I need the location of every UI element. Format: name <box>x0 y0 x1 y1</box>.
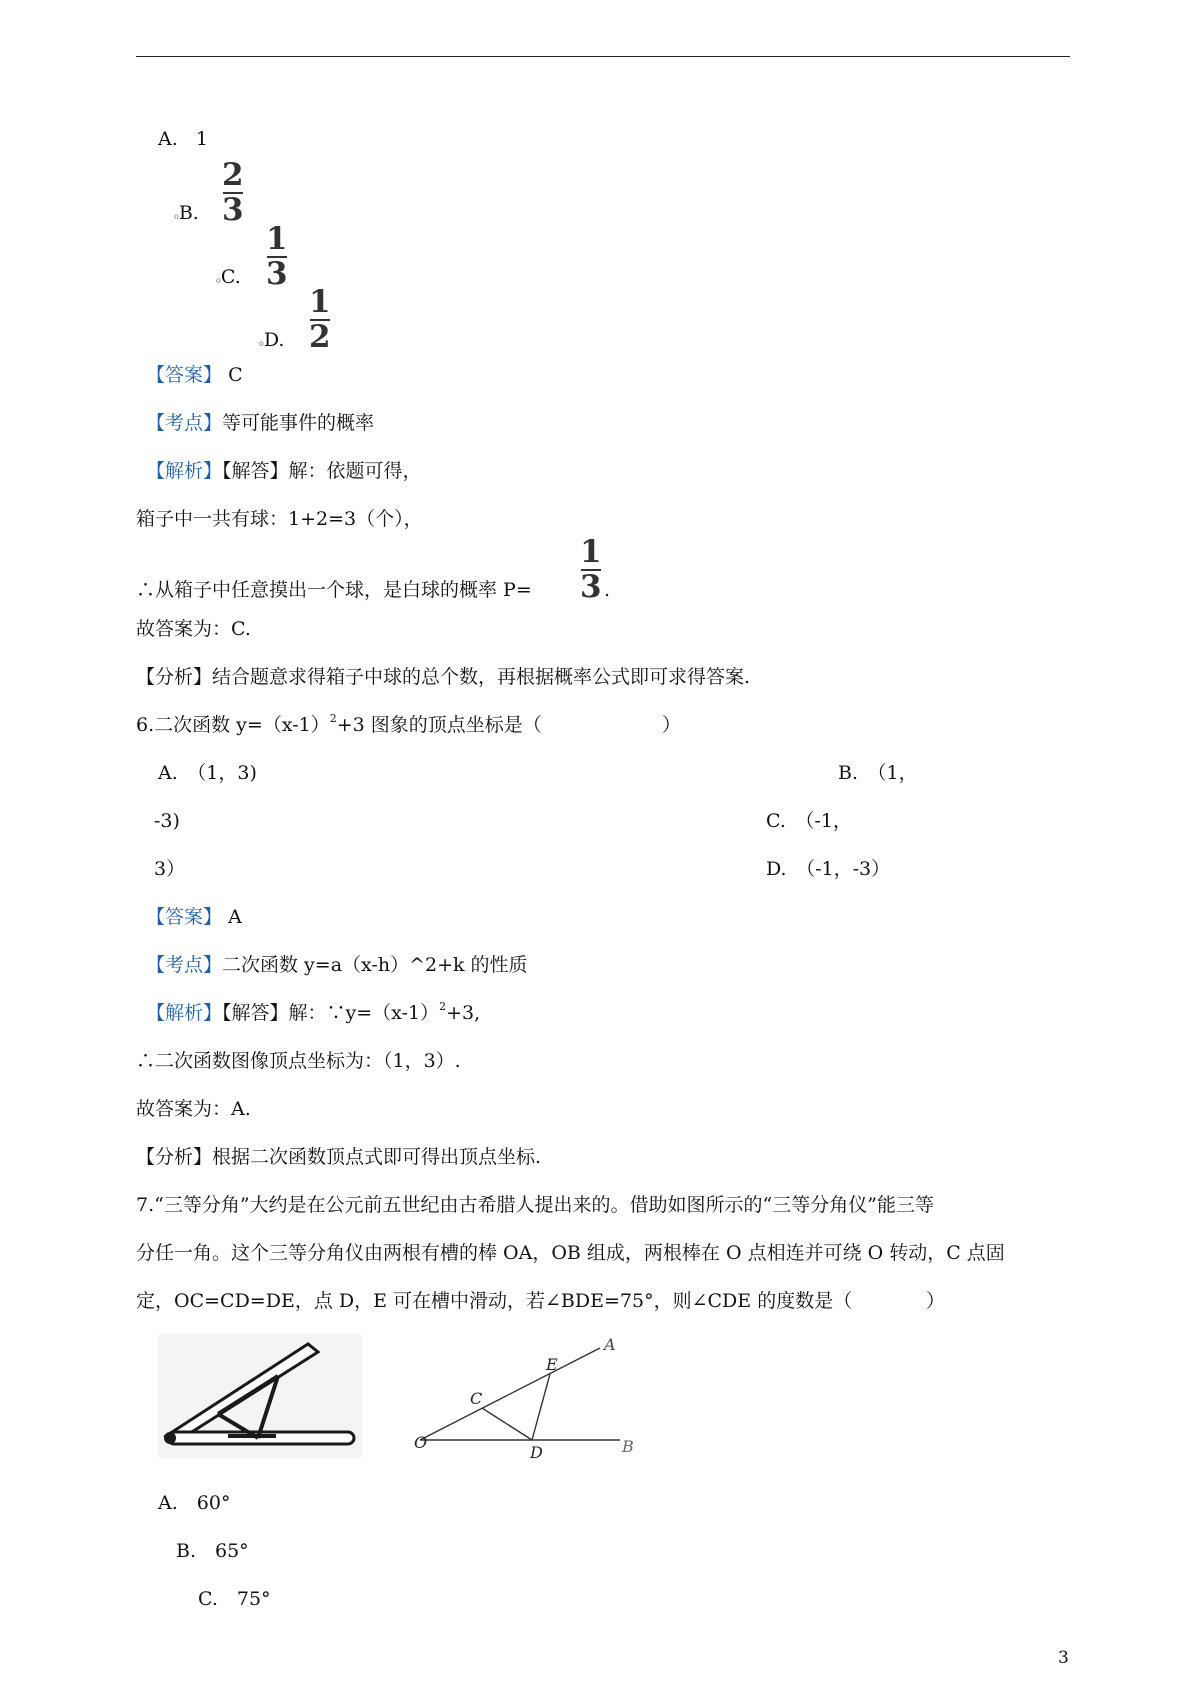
q7-line2: 分任一角。这个三等分角仪由两根有槽的棒 OA，OB 组成，两根棒在 O 点相连并可绕 O 转动，C 点固 <box>136 1242 1005 1264</box>
q5-answer: 【答案】 C <box>146 364 243 386</box>
q7-line3-close: ） <box>926 1290 946 1312</box>
q6-kaodian: 【考点】二次函数 y=a（x-h）^2+k 的性质 <box>146 954 528 976</box>
q5-fenxi: 【分析】结合题意求得箱子中球的总个数，再根据概率公式即可求得答案. <box>136 666 751 688</box>
q6-fenxi: 【分析】根据二次函数顶点式即可得出顶点坐标. <box>136 1146 542 1168</box>
q7-option-b: B. 65° <box>176 1540 249 1562</box>
q6-line1: ∴二次函数图像顶点坐标为：（1，3）. <box>136 1050 461 1072</box>
label-D: D <box>530 1443 543 1460</box>
q5-line1: 箱子中一共有球：1+2=3（个）， <box>136 508 423 530</box>
q5-option-c: oC. <box>216 266 241 288</box>
q5-line2-fraction: 1 3 <box>580 534 602 605</box>
q5-option-c-fraction: 1 3 <box>266 221 288 292</box>
q6-jiexi: 【解析】【解答】解：$\because y=(x-1)^2+3$, <box>146 1000 481 1024</box>
q5-line2-end: . <box>604 579 611 601</box>
label-B: B <box>622 1437 634 1456</box>
q6-option-c: C. （-1， <box>766 810 852 832</box>
label-C: C <box>470 1389 483 1408</box>
q7-option-a: A. 60° <box>158 1492 231 1514</box>
q5-option-b-fraction: 2 3 <box>222 157 244 228</box>
q6-option-b-cont: -3) <box>154 810 180 832</box>
q5-jiexi: 【解析】【解答】解：依题可得， <box>146 460 422 482</box>
trisector-geometry-diagram <box>400 1330 650 1460</box>
q7-line1: 7.“三等分角”大约是在公元前五世纪由古希腊人提出来的。借助如图所示的“三等分角仪”能三等 <box>136 1194 934 1216</box>
q6-stem-close: ） <box>662 714 682 736</box>
q7-option-c: C. 75° <box>198 1588 271 1610</box>
q5-kaodian: 【考点】等可能事件的概率 <box>146 412 375 434</box>
q6-stem: 6.二次函数 $y=(x-1)^2+3$ 图象的顶点坐标是（ <box>136 712 542 736</box>
q6-answer: 【答案】 A <box>146 906 242 928</box>
trisector-device-figure <box>158 1334 362 1458</box>
q5-option-b: oB. <box>174 202 199 224</box>
q6-option-a: A. （1，3) <box>158 762 257 784</box>
label-A: A <box>604 1335 616 1354</box>
q6-option-d: D. （-1，-3） <box>766 858 891 880</box>
label-E: E <box>546 1355 558 1374</box>
q6-option-b: B. （1， <box>838 762 918 784</box>
q6-line2: 故答案为：A. <box>136 1098 251 1120</box>
q6-option-c-cont: 3） <box>154 858 186 880</box>
q5-option-d-fraction: 1 2 <box>309 284 331 355</box>
q5-option-a: A. 1 <box>158 128 208 150</box>
q5-line3: 故答案为：C. <box>136 618 251 640</box>
label-O: O <box>414 1433 428 1452</box>
q7-line3: 定，OC=CD=DE，点 D，E 可在槽中滑动，若∠BDE=75°，则∠CDE 的度数是（ <box>136 1290 853 1312</box>
page-number: 3 <box>1058 1648 1069 1668</box>
header-rule <box>136 56 1070 57</box>
q5-line2: ∴从箱子中任意摸出一个球，是白球的概率 P= <box>136 579 532 601</box>
q5-option-d: oD. <box>259 329 285 351</box>
